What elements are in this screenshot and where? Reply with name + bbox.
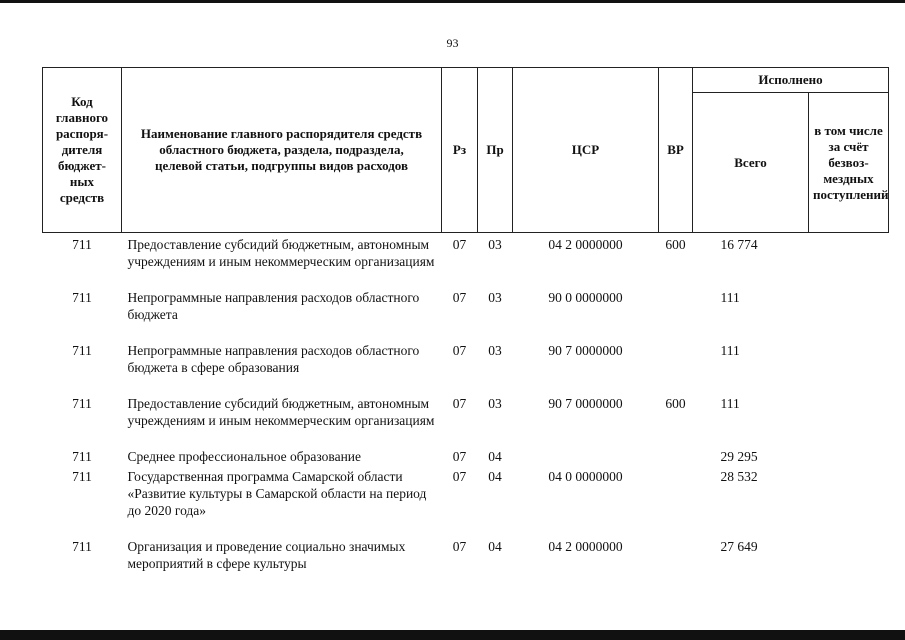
cell-rz: 07 (452, 469, 467, 484)
cell-total: 28 532 (720, 469, 758, 484)
table-body (43, 233, 889, 592)
header-executed: Исполнено (693, 68, 889, 93)
cell-vr (659, 342, 693, 395)
header-csr: ЦСР (513, 68, 659, 233)
cell-total: 111 (720, 396, 740, 411)
header-name: Наименование главного распорядителя средств областного бюджета, раздела, подраздела, целевой статьи, подгруппы видов расходов (122, 68, 442, 233)
cell-pr: 03 (488, 396, 502, 411)
cell-rz: 07 (452, 449, 467, 464)
cell-vr (659, 468, 693, 538)
cell-vr: 600 (665, 396, 686, 411)
cell-csr: 90 7 0000000 (548, 396, 623, 411)
cell-name: Среднее профессиональное образование (127, 449, 362, 464)
cell-vr (659, 538, 693, 591)
cell-free-receipts (809, 395, 889, 448)
cell-pr: 03 (488, 237, 502, 252)
page-number: 93 (446, 36, 459, 50)
cell-name: Государственная программа Самарской области «Развитие культуры в Самарской области на период до 2020 года» (127, 469, 427, 518)
cell-rz: 07 (452, 539, 467, 554)
cell-free-receipts (809, 468, 889, 538)
cell-code: 711 (72, 396, 92, 411)
table-row (43, 289, 889, 342)
cell-name: Предоставление субсидий бюджетным, автономным учреждениям и иным некоммерческим организациям (127, 237, 435, 269)
cell-pr: 03 (488, 290, 502, 305)
table-row (43, 538, 889, 591)
cell-free-receipts (809, 342, 889, 395)
cell-code: 711 (72, 237, 92, 252)
cell-csr: 04 0 0000000 (548, 469, 623, 484)
table-row (43, 342, 889, 395)
cell-vr (659, 448, 693, 468)
cell-rz: 07 (452, 396, 467, 411)
cell-code: 711 (72, 449, 92, 464)
top-border-rule (0, 0, 905, 3)
cell-csr: 04 2 0000000 (548, 237, 623, 252)
cell-total: 29 295 (720, 449, 758, 464)
cell-name: Организация и проведение социально значимых мероприятий в сфере культуры (127, 539, 406, 571)
budget-execution-table (42, 67, 889, 591)
table-row (43, 233, 889, 290)
header-vr: ВР (659, 68, 693, 233)
cell-name: Непрограммные направления расходов областного бюджета (127, 290, 420, 322)
cell-rz: 07 (452, 237, 467, 252)
cell-pr: 04 (488, 469, 502, 484)
cell-csr: 90 0 0000000 (548, 290, 623, 305)
cell-free-receipts (809, 289, 889, 342)
cell-code: 711 (72, 539, 92, 554)
table-row (43, 468, 889, 538)
cell-rz: 07 (452, 290, 467, 305)
cell-csr (513, 448, 659, 468)
header-code: Код главного распоря-дителя бюджет-ных средств (43, 68, 122, 233)
cell-code: 711 (72, 469, 92, 484)
cell-vr (659, 289, 693, 342)
bottom-border-rule (0, 630, 905, 640)
header-total: Всего (693, 93, 809, 233)
cell-pr: 03 (488, 343, 502, 358)
cell-total: 27 649 (720, 539, 758, 554)
table-row (43, 448, 889, 468)
cell-rz: 07 (452, 343, 467, 358)
cell-total: 111 (720, 290, 740, 305)
table-header (43, 68, 889, 233)
cell-csr: 04 2 0000000 (548, 539, 623, 554)
cell-code: 711 (72, 290, 92, 305)
cell-name: Непрограммные направления расходов областного бюджета в сфере образования (127, 343, 420, 375)
cell-total: 16 774 (720, 237, 758, 252)
header-pr: Пр (478, 68, 513, 233)
cell-csr: 90 7 0000000 (548, 343, 623, 358)
header-rz: Рз (442, 68, 478, 233)
cell-free-receipts (809, 538, 889, 591)
cell-free-receipts (809, 448, 889, 468)
cell-free-receipts (809, 233, 889, 290)
cell-code: 711 (72, 343, 92, 358)
cell-total: 111 (720, 343, 740, 358)
cell-name: Предоставление субсидий бюджетным, автономным учреждениям и иным некоммерческим организациям (127, 396, 435, 428)
cell-pr: 04 (488, 449, 502, 464)
cell-pr: 04 (488, 539, 502, 554)
header-free-receipts: в том числе за счёт безвоз-мездных поступлений (809, 93, 889, 233)
table-row (43, 395, 889, 448)
cell-vr: 600 (665, 237, 686, 252)
